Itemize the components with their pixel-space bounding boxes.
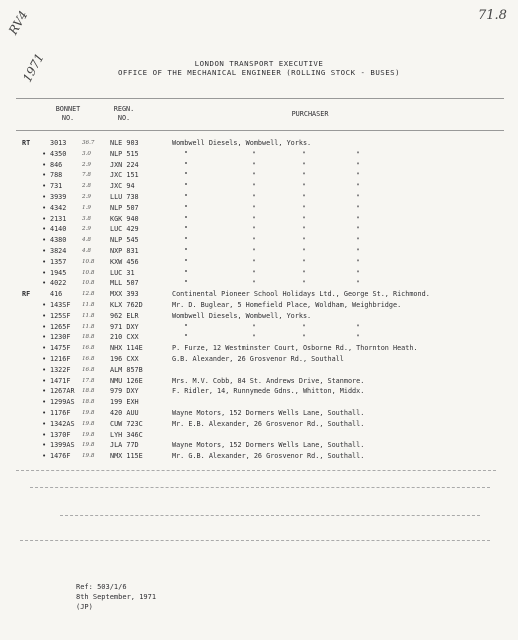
divider-line	[16, 470, 496, 471]
ditto-mark: "	[302, 247, 306, 255]
table-row	[0, 224, 518, 235]
table-row	[0, 397, 518, 408]
handwritten-date: 18.8	[82, 399, 95, 406]
ditto-mark: "	[302, 279, 306, 288]
bonnet-number: 4380	[50, 236, 67, 245]
document-date: 8th September, 1971	[76, 593, 157, 601]
table-row	[0, 192, 518, 203]
bonnet-number: 125SF	[50, 311, 71, 320]
bonnet-number: 1370F	[50, 430, 71, 439]
ditto-mark: "	[252, 225, 256, 234]
table-row	[0, 170, 518, 181]
ditto-mark: "	[252, 171, 256, 180]
bullet-mark: •	[42, 257, 47, 266]
ditto-mark: "	[252, 193, 256, 201]
handwritten-date: 2.8	[82, 183, 91, 190]
purchaser: "	[184, 257, 189, 266]
bonnet-number: 3013	[50, 139, 67, 147]
purchaser: Wombwell Diesels, Wombwell, Yorks.	[172, 311, 312, 320]
table-row	[0, 440, 518, 451]
table-row	[0, 268, 518, 279]
handwritten-date: 18.8	[82, 334, 95, 341]
bullet-mark: •	[42, 279, 47, 288]
bullet-mark: •	[42, 182, 47, 191]
handwritten-date: 19.8	[82, 442, 95, 449]
bonnet-number: 1265F	[50, 322, 71, 331]
ditto-mark: "	[252, 257, 256, 266]
ditto-mark: "	[252, 236, 256, 245]
bonnet-number: 143SF	[50, 301, 71, 309]
bullet-mark: •	[42, 452, 47, 461]
handwritten-date: 17.8	[82, 377, 95, 384]
bullet-mark: •	[42, 387, 47, 396]
ditto-mark: "	[302, 268, 306, 277]
registration-number: KXW 456	[110, 257, 139, 266]
bonnet-number: 788	[50, 171, 63, 180]
purchaser: "	[184, 171, 189, 180]
table-row	[0, 386, 518, 397]
registration-number: LUC 429	[110, 225, 139, 234]
handwritten-date: 11.8	[82, 302, 95, 308]
handwritten-date: 11.8	[82, 323, 95, 330]
column-header-bonnet: BONNET NO.	[55, 105, 81, 122]
purchaser: Wombwell Diesels, Wombwell, Yorks.	[172, 139, 312, 147]
registration-number: JLA 77D	[110, 441, 139, 450]
ditto-mark: "	[302, 236, 306, 245]
bullet-mark: •	[42, 225, 47, 234]
bullet-mark: •	[42, 301, 47, 309]
handwritten-date: 7.8	[82, 172, 91, 179]
bullet-mark: •	[42, 247, 47, 255]
handwritten-date: 19.8	[82, 431, 95, 438]
bullet-mark: •	[42, 398, 47, 407]
purchaser: "	[184, 203, 189, 212]
bullet-mark: •	[42, 149, 47, 158]
ditto-mark: "	[252, 268, 256, 277]
handwritten-date: 2.9	[82, 194, 91, 200]
ditto-mark: "	[356, 171, 360, 180]
table-row	[0, 354, 518, 365]
purchaser: "	[184, 236, 189, 245]
purchaser: Mrs. M.V. Cobb, 84 St. Andrews Drive, Stanmore.	[172, 376, 365, 385]
bonnet-number: 1216F	[50, 355, 71, 363]
table-row	[0, 451, 518, 462]
handwritten-date: 16.8	[82, 345, 95, 352]
purchaser: "	[184, 214, 189, 223]
bullet-mark: •	[42, 311, 47, 320]
table-row	[0, 214, 518, 225]
bullet-mark: •	[42, 365, 47, 374]
bonnet-number: 1267AR	[50, 387, 75, 396]
ditto-mark: "	[302, 182, 306, 191]
handwritten-date: 10.8	[82, 269, 95, 276]
ditto-mark: "	[356, 193, 360, 201]
bonnet-number: 1230F	[50, 333, 71, 342]
table-row	[0, 203, 518, 214]
registration-number: NLP 507	[110, 203, 139, 212]
ditto-mark: "	[252, 247, 256, 255]
purchaser: "	[184, 333, 189, 342]
ditto-mark: "	[252, 279, 256, 288]
registration-number: 971 DXY	[110, 322, 139, 331]
bullet-mark: •	[42, 160, 47, 169]
bonnet-number: 2131	[50, 214, 67, 223]
bonnet-number: 1342AS	[50, 419, 75, 428]
ditto-mark: "	[302, 203, 306, 212]
handwritten-year-note: 1971	[20, 51, 47, 85]
handwritten-date: 10.8	[82, 258, 95, 265]
table-row	[0, 408, 518, 419]
ditto-mark: "	[302, 171, 306, 180]
purchaser: G.B. Alexander, 26 Grosvenor Rd., Southall	[172, 355, 344, 363]
bonnet-number: 1299AS	[50, 398, 75, 407]
bullet-mark: •	[42, 419, 47, 428]
registration-number: LYH 346C	[110, 430, 143, 439]
bullet-mark: •	[42, 376, 47, 385]
registration-number: JXC 151	[110, 171, 139, 180]
vehicle-class: RF	[22, 290, 31, 299]
registration-number: 199 EXH	[110, 398, 139, 407]
handwritten-date: 18.8	[82, 388, 95, 395]
bullet-mark: •	[42, 171, 47, 180]
organisation-title: LONDON TRANSPORT EXECUTIVE	[194, 59, 324, 68]
bonnet-number: 1945	[50, 268, 67, 277]
table-row	[0, 246, 518, 257]
purchaser: "	[184, 279, 189, 288]
office-title: OFFICE OF THE MECHANICAL ENGINEER (ROLLING STOCK - BUSES)	[117, 68, 401, 77]
ditto-mark: "	[356, 333, 360, 342]
table-row	[0, 181, 518, 192]
table-row	[0, 332, 518, 343]
table-row	[0, 430, 518, 441]
bullet-mark: •	[42, 193, 47, 201]
table-row	[0, 365, 518, 376]
registration-number: MXX 393	[110, 290, 139, 299]
handwritten-date: 1.9	[82, 204, 91, 211]
registration-number: NLP 545	[110, 236, 139, 245]
ditto-mark: "	[252, 322, 256, 331]
vehicle-class: RT	[22, 139, 31, 147]
bullet-mark: •	[42, 214, 47, 223]
bonnet-number: 1471F	[50, 376, 71, 385]
registration-number: JXC 94	[110, 182, 135, 191]
bullet-mark: •	[42, 236, 47, 245]
ditto-mark: "	[356, 279, 360, 288]
registration-number: NMU 126E	[110, 376, 143, 385]
ditto-mark: "	[302, 333, 306, 342]
registration-number: NXP 831	[110, 247, 139, 255]
bonnet-number: 3939	[50, 193, 67, 201]
purchaser: Mr. E.B. Alexander, 26 Grosvenor Rd., Southall.	[172, 419, 365, 428]
bullet-mark: •	[42, 344, 47, 353]
purchaser: "	[184, 149, 189, 158]
bonnet-number: 1399AS	[50, 441, 75, 450]
ditto-mark: "	[356, 268, 360, 277]
bullet-mark: •	[42, 268, 47, 277]
ditto-mark: "	[302, 149, 306, 158]
handwritten-date: 19.8	[82, 420, 95, 427]
bonnet-number: 1357	[50, 257, 67, 266]
column-header-purchaser: PURCHASER	[291, 110, 329, 118]
divider-line	[30, 487, 490, 488]
registration-number: MLL 507	[110, 279, 139, 288]
registration-number: NMX 115E	[110, 452, 143, 461]
bonnet-number: 4342	[50, 203, 67, 212]
registration-number: 962 ELR	[110, 311, 139, 320]
ditto-mark: "	[356, 203, 360, 212]
handwritten-date: 36.7	[82, 140, 95, 146]
handwritten-date: 12.8	[82, 291, 95, 298]
table-row	[0, 138, 518, 149]
handwritten-date: 4.8	[82, 248, 91, 254]
bonnet-number: 4140	[50, 225, 67, 234]
purchaser: "	[184, 182, 189, 191]
table-row	[0, 235, 518, 246]
handwritten-date: 16.8	[82, 366, 95, 373]
purchaser: Mr. D. Buglear, 5 Homefield Place, Woldham, Weighbridge.	[172, 301, 402, 309]
ditto-mark: "	[252, 149, 256, 158]
purchaser: Continental Pioneer School Holidays Ltd., George St., Richmond.	[172, 290, 430, 299]
ditto-mark: "	[252, 203, 256, 212]
bullet-mark: •	[42, 409, 47, 417]
divider-line	[60, 515, 480, 516]
handwritten-date: 2.9	[82, 226, 91, 233]
table-row	[0, 322, 518, 333]
ditto-mark: "	[252, 160, 256, 169]
registration-number: LUC 31	[110, 268, 135, 277]
bonnet-number: 1476F	[50, 452, 71, 461]
bullet-mark: •	[42, 322, 47, 331]
purchaser: "	[184, 193, 189, 201]
registration-number: NLE 903	[110, 139, 139, 147]
ditto-mark: "	[356, 149, 360, 158]
ditto-mark: "	[302, 160, 306, 169]
author-initials: (JP)	[76, 603, 93, 611]
reference-number: Ref: 503/1/6	[76, 583, 127, 591]
bonnet-number: 4022	[50, 279, 67, 288]
ditto-mark: "	[252, 182, 256, 191]
ditto-mark: "	[252, 333, 256, 342]
registration-number: JXN 224	[110, 160, 139, 169]
ditto-mark: "	[356, 247, 360, 255]
handwritten-date: 3.0	[82, 150, 91, 157]
ditto-mark: "	[302, 193, 306, 201]
purchaser: F. Ridler, 14, Runnymede Gdns., Whitton, Middx.	[172, 387, 365, 396]
ditto-mark: "	[356, 322, 360, 331]
handwritten-date: 10.8	[82, 280, 95, 287]
table-row	[0, 160, 518, 171]
registration-number: KLX 762D	[110, 301, 143, 309]
purchaser: "	[184, 268, 189, 277]
registration-number: KGK 940	[110, 214, 139, 223]
bonnet-number: 4350	[50, 149, 67, 158]
ditto-mark: "	[356, 225, 360, 234]
table-row	[0, 257, 518, 268]
table-row	[0, 278, 518, 289]
purchaser: P. Furze, 12 Westminster Court, Osborne Rd., Thornton Heath.	[172, 344, 418, 353]
column-header-regn: REGN. NO.	[113, 105, 135, 122]
handwritten-note-top-left: RV4	[6, 8, 31, 37]
ditto-mark: "	[302, 257, 306, 266]
table-row	[0, 419, 518, 430]
bullet-mark: •	[42, 333, 47, 342]
ditto-mark: "	[356, 182, 360, 191]
bonnet-number: 731	[50, 182, 63, 191]
registration-number: ALM 857B	[110, 365, 143, 374]
ditto-mark: "	[356, 257, 360, 266]
ditto-mark: "	[252, 214, 256, 223]
handwritten-page-ref: 71.8	[478, 8, 507, 23]
ditto-mark: "	[356, 214, 360, 223]
bonnet-number: 416	[50, 290, 63, 299]
purchaser: "	[184, 247, 189, 255]
handwritten-date: 3.8	[82, 215, 91, 222]
handwritten-date: 19.8	[82, 453, 95, 460]
registration-number: 210 CXX	[110, 333, 139, 342]
registration-number: LLU 738	[110, 193, 139, 201]
purchaser: "	[184, 160, 189, 169]
table-row	[0, 311, 518, 322]
bonnet-number: 1176F	[50, 409, 71, 417]
registration-number: NHX 114E	[110, 344, 143, 353]
divider-line	[20, 540, 490, 541]
bonnet-number: 1475F	[50, 344, 71, 353]
purchaser: Wayne Motors, 152 Dormers Wells Lane, Southall.	[172, 441, 365, 450]
registration-number: NLP 515	[110, 149, 139, 158]
bonnet-number: 846	[50, 160, 63, 169]
bullet-mark: •	[42, 430, 47, 439]
registration-number: 196 CXX	[110, 355, 139, 363]
purchaser: "	[184, 322, 189, 331]
handwritten-date: 19.8	[82, 410, 95, 416]
ditto-mark: "	[302, 225, 306, 234]
purchaser: Wayne Motors, 152 Dormers Wells Lane, Southall.	[172, 409, 365, 417]
handwritten-date: 2.9	[82, 161, 91, 168]
header-rule-bottom	[16, 130, 504, 131]
bullet-mark: •	[42, 355, 47, 363]
header-rule-top	[16, 98, 504, 99]
registration-number: CUW 723C	[110, 419, 143, 428]
table-row	[0, 149, 518, 160]
purchaser: "	[184, 225, 189, 234]
registration-number: 979 DXY	[110, 387, 139, 396]
table-row	[0, 289, 518, 300]
ditto-mark: "	[356, 160, 360, 169]
ditto-mark: "	[302, 322, 306, 331]
ditto-mark: "	[356, 236, 360, 245]
bullet-mark: •	[42, 441, 47, 450]
bonnet-number: 1322F	[50, 365, 71, 374]
handwritten-date: 16.8	[82, 356, 95, 362]
table-row	[0, 343, 518, 354]
registration-number: 420 AUU	[110, 409, 139, 417]
bullet-mark: •	[42, 203, 47, 212]
table-row	[0, 376, 518, 387]
handwritten-date: 4.8	[82, 237, 91, 244]
bonnet-number: 3824	[50, 247, 67, 255]
purchaser: Mr. G.B. Alexander, 26 Grosvenor Rd., Southall.	[172, 452, 365, 461]
ditto-mark: "	[302, 214, 306, 223]
table-row	[0, 300, 518, 311]
handwritten-date: 11.8	[82, 312, 95, 319]
